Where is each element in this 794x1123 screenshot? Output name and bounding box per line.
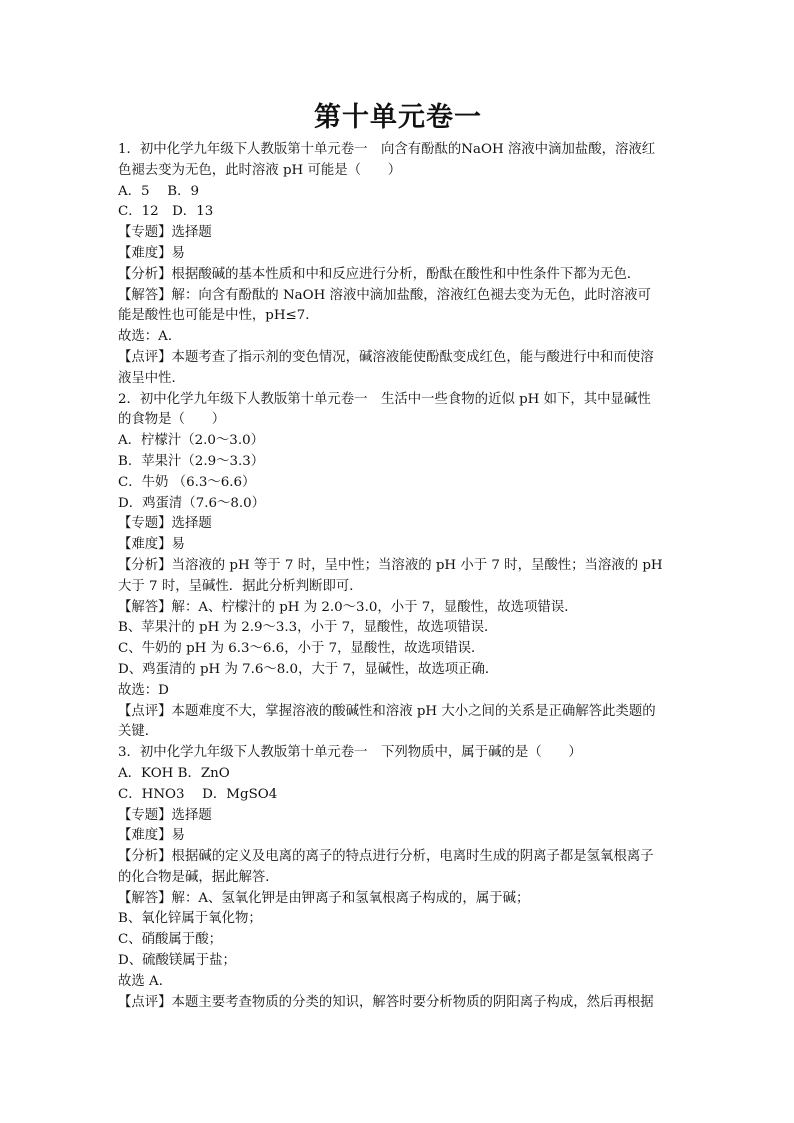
- text-line: 故选：D: [118, 682, 169, 698]
- text-line: 液呈中性．: [118, 370, 185, 386]
- text-line: 2．初中化学九年级下人教版第十单元卷一 生活中一些食物的近似 pH 如下，其中显碱性: [118, 391, 651, 407]
- text-line: D、鸡蛋清的 pH 为 7.6～8.0，大于 7，显碱性，故选项正确．: [118, 661, 499, 677]
- text-line: 【分析】根据酸碱的基本性质和中和反应进行分析，酚酞在酸性和中性条件下都为无色．: [118, 266, 641, 282]
- text-line: C．HNO3 D．MgSO4: [118, 786, 278, 802]
- text-line: 【难度】易: [118, 537, 185, 553]
- text-line: 【点评】本题难度不大，掌握溶液的酸碱性和溶液 pH 大小之间的关系是正确解答此类题的: [118, 703, 656, 719]
- text-line: 【难度】易: [118, 828, 185, 844]
- text-line: 【解答】解：A、氢氧化钾是由钾离子和氢氧根离子构成的，属于碱；: [118, 890, 530, 906]
- text-line: 【点评】本题主要考查物质的分类的知识，解答时要分析物质的阴阳离子构成，然后再根据: [118, 994, 654, 1010]
- text-line: A．KOH B．ZnO: [118, 765, 230, 781]
- text-line: 【专题】选择题: [118, 807, 212, 823]
- text-line: B、苹果汁的 pH 为 2.9～3.3，小于 7，显酸性，故选项错误．: [118, 620, 498, 636]
- text-line: C、牛奶的 pH 为 6.3～6.6，小于 7，显酸性，故选项错误．: [118, 641, 485, 657]
- text-line: 能是酸性也可能是中性，pH≤7．: [118, 308, 319, 324]
- document-body: [118, 140, 678, 1013]
- text-line: 【解答】解：向含有酚酞的 NaOH 溶液中滴加盐酸，溶液红色褪去变为无色，此时溶液可: [118, 287, 651, 303]
- text-line: 【难度】易: [118, 245, 185, 261]
- text-line: 【解答】解：A、柠檬汁的 pH 为 2.0～3.0，小于 7，显酸性，故选项错误．: [118, 599, 578, 615]
- text-line: 故选 A．: [118, 973, 173, 989]
- text-line: 色褪去变为无色，此时溶液 pH 可能是（ ）: [118, 162, 402, 178]
- text-line: C．12 D．13: [118, 204, 214, 220]
- text-line: 的化合物是碱，据此解答．: [118, 869, 279, 885]
- text-line: D、硫酸镁属于盐；: [118, 953, 236, 969]
- text-line: 【专题】选择题: [118, 225, 212, 241]
- text-line: B、氧化锌属于氧化物；: [118, 911, 262, 927]
- text-line: 大于 7 时，呈碱性．据此分析判断即可．: [118, 578, 363, 594]
- text-line: 【分析】根据碱的定义及电离的离子的特点进行分析，电离时生成的阴离子都是氢氧根离子: [118, 849, 654, 865]
- text-line: 的食物是（ ）: [118, 412, 226, 428]
- document-page: [118, 96, 678, 1013]
- text-line: A．5 B．9: [118, 183, 199, 199]
- document-title: 第十单元卷一: [314, 102, 482, 133]
- text-line: 【专题】选择题: [118, 516, 212, 532]
- text-line: 故选：A．: [118, 329, 182, 345]
- text-line: 3．初中化学九年级下人教版第十单元卷一 下列物质中，属于碱的是（ ）: [118, 745, 582, 761]
- text-line: 【分析】当溶液的 pH 等于 7 时，呈中性；当溶液的 pH 小于 7 时，呈酸性；当溶液的 pH: [118, 557, 663, 573]
- text-line: C．牛奶 （6.3～6.6）: [118, 474, 256, 490]
- text-line: 关键．: [118, 724, 159, 740]
- text-line: B．苹果汁（2.9～3.3）: [118, 453, 265, 469]
- text-line: 【点评】本题考查了指示剂的变色情况，碱溶液能使酚酞变成红色，能与酸进行中和而使溶: [118, 349, 654, 365]
- text-line: 1．初中化学九年级下人教版第十单元卷一 向含有酚酞的NaOH 溶液中滴加盐酸，溶液红: [118, 142, 656, 157]
- text-line: C、硝酸属于酸；: [118, 932, 222, 948]
- text-line: A．柠檬汁（2.0～3.0）: [118, 433, 264, 449]
- text-line: D．鸡蛋清（7.6～8.0）: [118, 495, 266, 511]
